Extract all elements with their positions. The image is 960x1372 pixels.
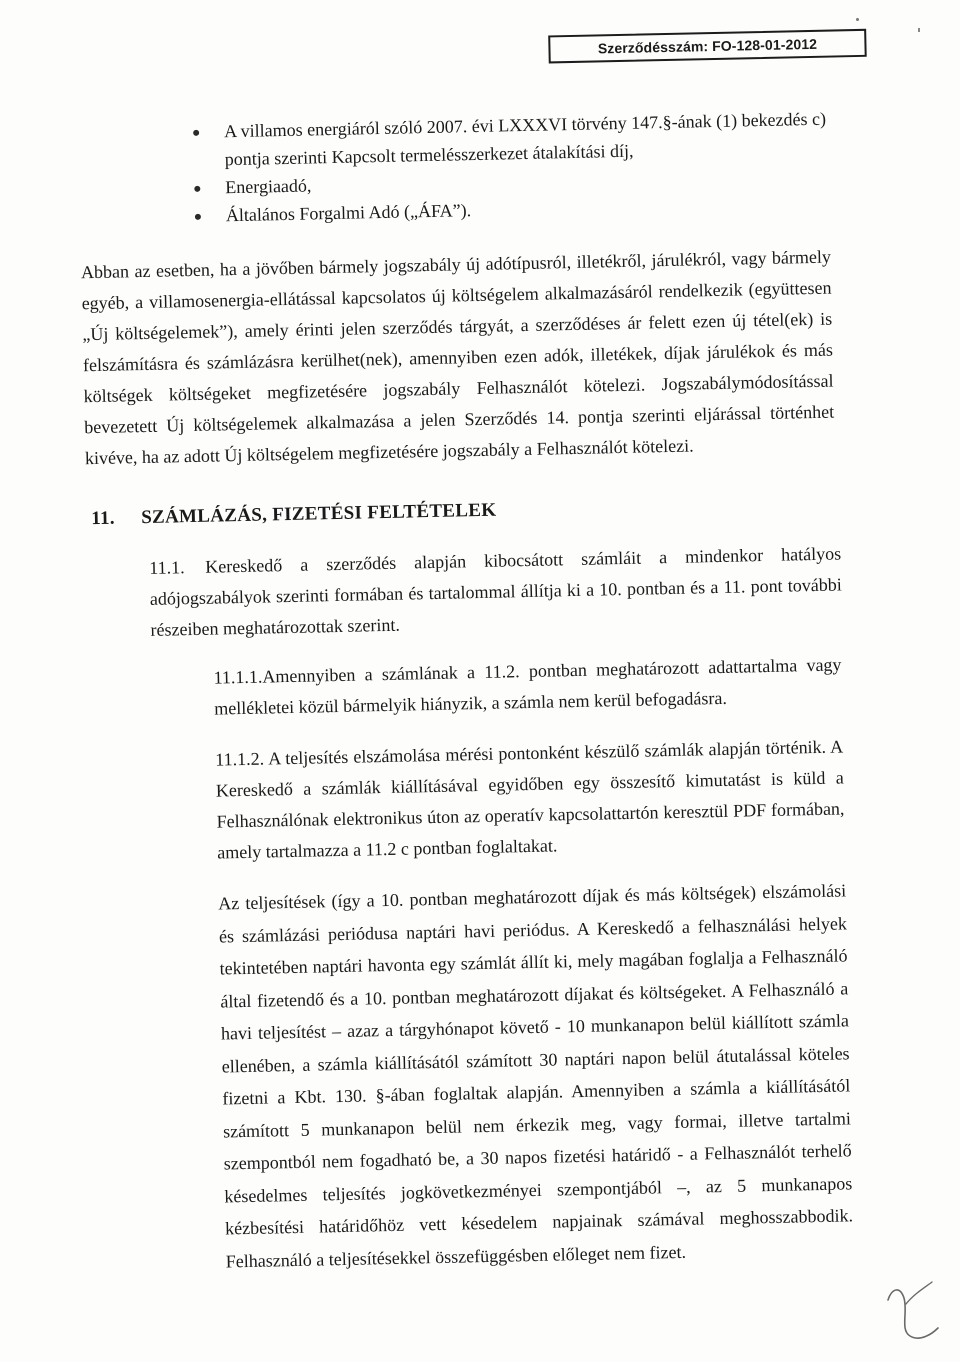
bullet-text: Energiaadó, [225, 175, 312, 198]
billing-paragraph: Az teljesítések (így a 10. pontban meghatározott díjak és más költségek) elszámolási és számlázási periódusa naptári havi periódus. A Kereskedő a felhasználási helyek tekintetében naptári havonta egy számlát állít ki, mely magában foglalja a Felhasználó által fizetendő és a 10. pontban meghatározott díjakat és költségeket. A Felhasználó a havi teljesítést – azaz a tárgyhónapot követő - 10 munkanapon belül kiállított számla ellenében, a számla kiállításától számított 30 naptári napon belül átutalással köteles fizetni a Kbt. 130. §-ában foglaltak alapján. Amennyiben a számla a kiállításától számított 5 munkanapon belül nem érkezik meg, vagy formai, illetve tartalmi szempontból nem fogadható be, a 30 napos fizetési határidő - a Felhasználót terhelő késedelmes teljesítés jogkövetkezményei szempontjából –, az 5 munkanapos kézbesítési határidőhöz vett késedelem napjainak számával meghosszabbodik. Felhasználó a teljesítésekkel összefüggésben előleget nem fizet. [218, 880, 854, 1271]
clause-number: 11.1.2. [215, 748, 265, 770]
clause-number: 11.1. [149, 557, 185, 578]
contract-number-box [548, 29, 867, 64]
clause-text: A teljesítés elszámolása mérési pontonként készülő számlák alapján történik. A Kereskedő a számlák kiállításával egyidőben egy összesítő kimutatást is küld a Felhasználónak elektronikus úton az operatív kapcsolattartón keresztül PDF formában, amely tartalmazza a 11.2 c pontban foglaltakat. [215, 736, 845, 863]
clause-11-1-1 [213, 649, 842, 724]
bullet-text: Általános Forgalmi Adó („ÁFA”). [225, 200, 472, 226]
bullet-text: A villamos energiáról szóló 2007. évi LXXXVI törvény 147.§-ának (1) bekezdés c) pontja szerinti Kapcsolt termelésszerkezet átalakítási díj, [223, 108, 827, 170]
clause-text: Kereskedő a szerződés alapján kibocsátott számláit a mindenkor hatályos adójogszabályok szerinti formában és tartalommal állítja ki a 10. pontban és a 11. pont további részeiben meghatározottak szerint. [149, 543, 842, 640]
new-costs-paragraph: Abban az esetben, ha a jövőben bármely jogszabály új adótípusról, illetékről, járulékról, vagy bármely egyéb, a villamosenergia-ellátással kapcsolatos új költségelem alkalmazásáról rendelkezik (együttesen „Új költségelemek”), amely érinti jelen szerződés tárgyát, a szerződéses ár felett ezen új tétel(ek) is felszámításra és számlázásra kerülhet(nek), amennyiben ezen adók, illetékek, díjak járulékok és más költségek költségeket megfizetésére jogszabály Felhasználót kötelezi. Jogszabálymódosítással bevezetett Új költségelemek alkalmazása a jelen Szerződés 14. pontja szerinti eljárással történhet kivéve, ha az adott Új költségelem megfizetésére jogszabály a Felhasználót kötelezi. [80, 246, 835, 469]
section-heading [91, 500, 497, 530]
bullet-icon [188, 173, 226, 202]
fee-bullet-list [187, 104, 839, 230]
clause-number: 11.1.1. [213, 666, 263, 688]
clause-11-1-2 [215, 731, 845, 868]
handwritten-initials-signature [880, 1278, 950, 1348]
section-title: SZÁMLÁZÁS, FIZETÉSI FELTÉTELEK [140, 499, 497, 529]
contract-number: Szerződésszám: FO-128-01-2012 [597, 35, 818, 57]
bullet-icon [189, 201, 227, 230]
clause-11-1 [149, 538, 843, 645]
bullet-icon [187, 117, 225, 146]
clause-text: Amennyiben a számlának a 11.2. pontban meghatározott adattartalma vagy mellékletei közül bármelyik hiányzik, a számla nem kerül befogadásra. [214, 654, 842, 719]
section-number: 11. [90, 507, 116, 530]
